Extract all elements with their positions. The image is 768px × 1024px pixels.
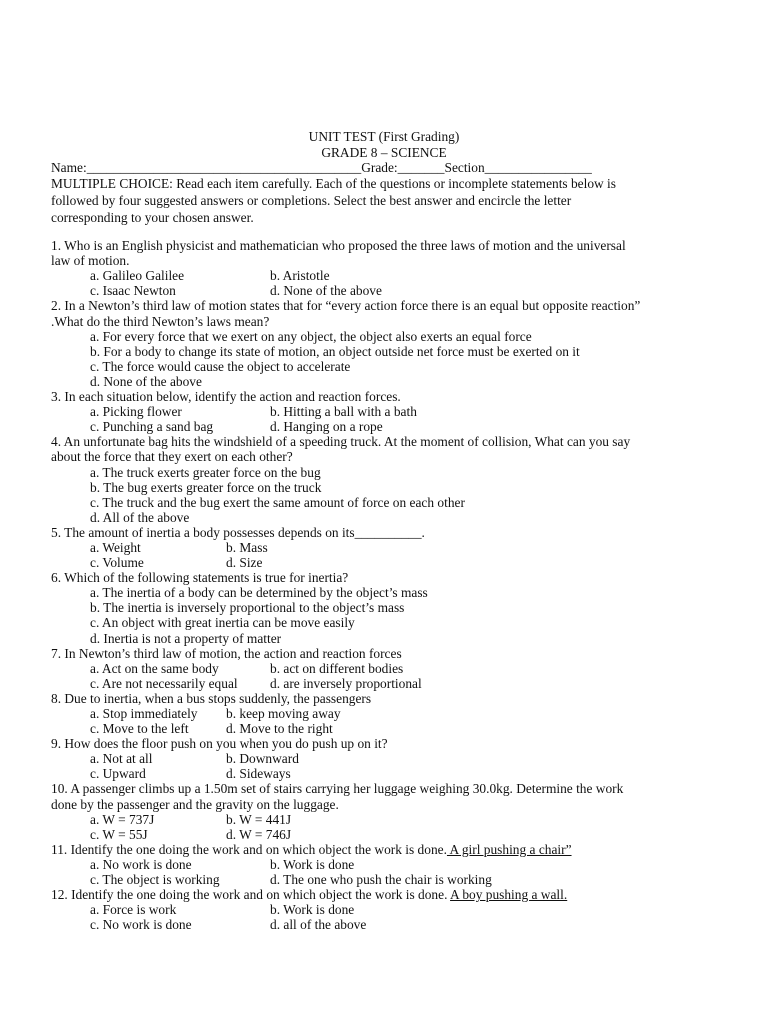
answer-option: c. The force would cause the object to accelerate (90, 359, 351, 374)
question-text: 5. The amount of inertia a body possesses depends on its__________. (51, 525, 425, 540)
answer-option: d. All of the above (90, 510, 190, 525)
answer-option: b. Hitting a ball with a bath (270, 404, 417, 419)
answer-option: b. The inertia is inversely proportional to the object’s mass (90, 600, 405, 615)
answer-option: d. Move to the right (226, 721, 333, 736)
answer-option: b. The bug exerts greater force on the truck (90, 480, 322, 495)
answer-option: c. Are not necessarily equal (90, 676, 238, 691)
answer-option: c. An object with great inertia can be move easily (90, 615, 355, 630)
answer-option: c. The object is working (90, 872, 220, 887)
answer-option: d. W = 746J (226, 827, 292, 842)
answer-option: d. None of the above (90, 374, 202, 389)
question-text: 2. In a Newton’s third law of motion states that for “every action force there is an equal but opposite reaction” (51, 298, 641, 313)
answer-option: d. Sideways (226, 766, 291, 781)
answer-option: a. W = 737J (90, 812, 155, 827)
name-grade-section-line: Name:_________________________________________Grade:_______Section________________ (51, 160, 592, 175)
question-text: law of motion. (51, 253, 130, 268)
grade-subject-title: GRADE 8 – SCIENCE (321, 145, 447, 160)
answer-option: a. No work is done (90, 857, 192, 872)
answer-option: c. The truck and the bug exert the same amount of force on each other (90, 495, 465, 510)
answer-option: b. Work is done (270, 857, 355, 872)
answer-option: a. Stop immediately (90, 706, 198, 721)
answer-option: c. Upward (90, 766, 146, 781)
answer-option: d. all of the above (270, 917, 367, 932)
question-text-main: 12. Identify the one doing the work and on which object the work is done. (51, 887, 448, 902)
answer-option: c. Volume (90, 555, 144, 570)
answer-option: b. Aristotle (270, 268, 330, 283)
question-text: 6. Which of the following statements is true for inertia? (51, 570, 349, 585)
question-text: 4. An unfortunate bag hits the windshield of a speeding truck. At the moment of collision, What can you say (51, 434, 631, 449)
question-text: done by the passenger and the gravity on the luggage. (51, 797, 339, 812)
answer-option: a. Picking flower (90, 404, 182, 419)
answer-option: a. Act on the same body (90, 661, 219, 676)
answer-option: d. are inversely proportional (270, 676, 422, 691)
answer-option: b. Mass (226, 540, 268, 555)
answer-option: a. Galileo Galilee (90, 268, 185, 283)
answer-option: a. For every force that we exert on any object, the object also exerts an equal force (90, 329, 532, 344)
question-text (51, 887, 567, 902)
question-text: 1. Who is an English physicist and mathematician who proposed the three laws of motion and the universal (51, 238, 626, 253)
question-text: about the force that they exert on each other? (51, 449, 293, 464)
question-text (51, 842, 572, 857)
question-text: 7. In Newton’s third law of motion, the action and reaction forces (51, 646, 402, 661)
answer-option: b. W = 441J (226, 812, 292, 827)
answer-option: a. The truck exerts greater force on the bug (90, 465, 321, 480)
instructions-line: corresponding to your chosen answer. (51, 210, 254, 225)
answer-option: d. Inertia is not a property of matter (90, 631, 282, 646)
answer-option: a. Weight (90, 540, 141, 555)
question-text: 10. A passenger climbs up a 1.50m set of stairs carrying her luggage weighing 30.0kg. Determine the work (51, 781, 624, 796)
answer-option: b. act on different bodies (270, 661, 404, 676)
instructions-line: followed by four suggested answers or completions. Select the best answer and encircle the letter (51, 193, 572, 208)
answer-option: b. keep moving away (226, 706, 341, 721)
answer-option: c. No work is done (90, 917, 192, 932)
answer-option: a. Force is work (90, 902, 177, 917)
answer-option: c. Move to the left (90, 721, 189, 736)
answer-option: c. Isaac Newton (90, 283, 176, 298)
answer-option: a. Not at all (90, 751, 153, 766)
question-situation: A girl pushing a chair” (446, 842, 572, 857)
question-text: 9. How does the floor push on you when you do push up on it? (51, 736, 388, 751)
question-text: 3. In each situation below, identify the action and reaction forces. (51, 389, 401, 404)
answer-option: d. None of the above (270, 283, 382, 298)
answer-option: d. The one who push the chair is working (270, 872, 492, 887)
answer-option: a. The inertia of a body can be determined by the object’s mass (90, 585, 428, 600)
question-text: 8. Due to inertia, when a bus stops suddenly, the passengers (51, 691, 372, 706)
answer-option: d. Hanging on a rope (270, 419, 383, 434)
question-situation: A boy pushing a wall. (450, 887, 568, 902)
answer-option: d. Size (226, 555, 263, 570)
answer-option: b. Work is done (270, 902, 355, 917)
answer-option: b. Downward (226, 751, 299, 766)
answer-option: c. W = 55J (90, 827, 148, 842)
answer-option: b. For a body to change its state of motion, an object outside net force must be exerted on it (90, 344, 580, 359)
question-text-main: 11. Identify the one doing the work and on which object the work is done. (51, 842, 447, 857)
test-title: UNIT TEST (First Grading) (308, 129, 460, 144)
question-text: .What do the third Newton’s laws mean? (51, 314, 270, 329)
instructions-line: MULTIPLE CHOICE: Read each item carefully. Each of the questions or incomplete statements below is (51, 176, 616, 191)
answer-option: c. Punching a sand bag (90, 419, 214, 434)
